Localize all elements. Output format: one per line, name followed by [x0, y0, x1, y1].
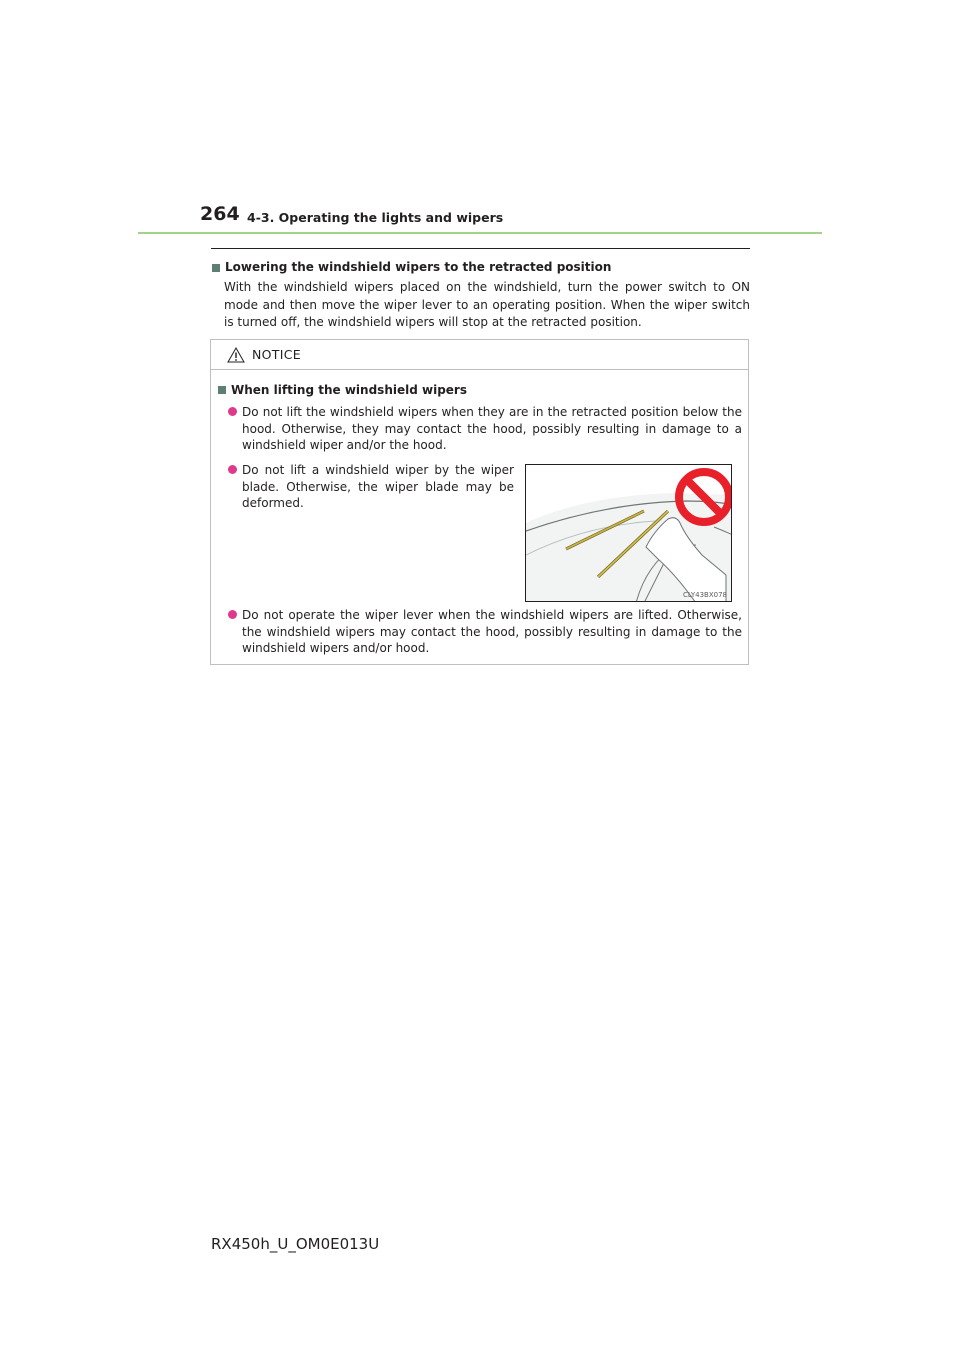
warning-triangle-icon — [227, 347, 245, 363]
bullet-dot-icon — [228, 407, 237, 416]
notice-heading-text: When lifting the windshield wipers — [231, 383, 467, 397]
notice-bullet-text: Do not lift the windshield wipers when they are in the retracted position below the hood. Otherwise, they may contact the hood, possibly resulting in damage to a windshield wiper and/or the hood. — [242, 405, 742, 452]
wiper-lift-drawing — [526, 465, 732, 602]
page-number: 264 — [200, 203, 240, 225]
document-code: RX450h_U_OM0E013U — [211, 1235, 380, 1253]
notice-bullet — [242, 462, 514, 512]
notice-heading — [217, 383, 467, 397]
section-divider — [211, 248, 750, 249]
square-bullet-icon — [212, 264, 220, 272]
lowering-heading-text: Lowering the windshield wipers to the retracted position — [225, 260, 612, 274]
lowering-heading — [211, 259, 750, 276]
square-bullet-icon — [218, 386, 226, 394]
notice-bullet — [242, 404, 742, 454]
wiper-illustration — [525, 464, 732, 602]
bullet-dot-icon — [228, 610, 237, 619]
header-rule — [138, 232, 822, 234]
notice-bullet — [242, 607, 742, 657]
notice-bullet-text: Do not operate the wiper lever when the windshield wipers are lifted. Otherwise, the windshield wipers may contact the hood, possibly resulting in damage to the windshield wipers and/or hood. — [242, 608, 742, 655]
notice-bullet-text: Do not lift a windshield wiper by the wiper blade. Otherwise, the wiper blade may be deformed. — [242, 463, 514, 510]
notice-header — [211, 340, 748, 370]
lowering-body: With the windshield wipers placed on the windshield, turn the power switch to ON mode and then move the wiper lever to an operating position. When the wiper switch is turned off, the windshield wipers will stop at the retracted position. — [224, 280, 750, 329]
image-code: CLY43BX078 — [683, 591, 727, 599]
notice-box — [210, 339, 749, 665]
lowering-section — [211, 259, 750, 332]
notice-title: NOTICE — [252, 347, 301, 362]
bullet-dot-icon — [228, 465, 237, 474]
section-title: 4-3. Operating the lights and wipers — [247, 210, 504, 225]
